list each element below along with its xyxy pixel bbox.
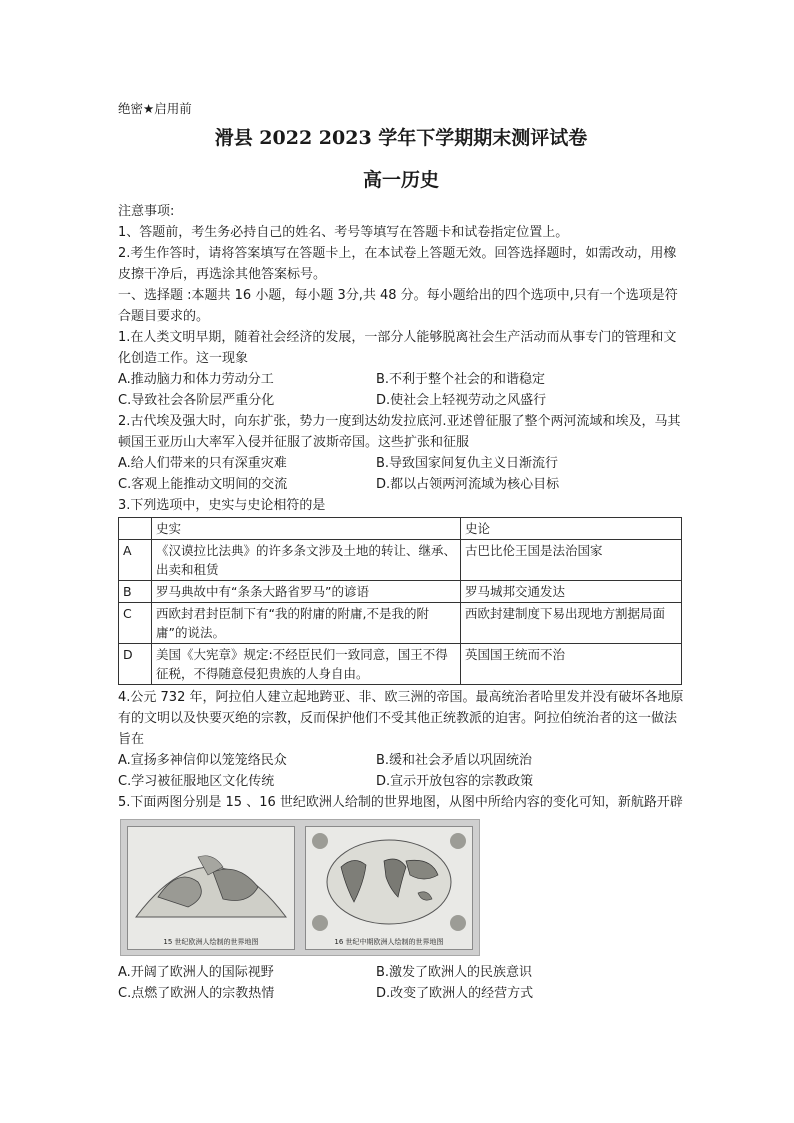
section-1-instructions: 一、选择题 :本题共 16 小题，每小题 3分,共 48 分。每小题给出的四个选项中,只有一个选项是符合题目要求的。 — [118, 288, 678, 324]
q3-row-theory: 罗马城邦交通发达 — [461, 581, 682, 603]
q5-options-row-2 — [118, 983, 684, 1004]
q3-header-theory: 史论 — [461, 518, 682, 540]
q4-option-b: B.缓和社会矛盾以巩固统治 — [376, 753, 533, 768]
world-map-icon — [128, 827, 294, 937]
q3-row-theory: 古巴比伦王国是法治国家 — [461, 540, 682, 581]
q5-option-b: B.激发了欧洲人的民族意识 — [376, 965, 533, 980]
q4-option-a: A.宣扬多神信仰以笼笼络民众 — [118, 753, 287, 768]
q4-stem: 4.公元 732 年，阿拉伯人建立起地跨亚、非、欧三洲的帝国。最高统治者哈里发并没有破坏各地原有的文明以及快要灭绝的宗教，反而保护他们不受其他正统教派的迫害。阿拉伯统治者的这一做法旨在 — [118, 690, 684, 747]
q4-option-c: C.学习被征服地区文化传统 — [118, 774, 275, 789]
q3-stem: 3.下列选项中，史实与史论相符的是 — [118, 498, 326, 513]
q3-row-key: B — [119, 581, 152, 603]
q3-row-fact: 《汉谟拉比法典》的许多条文涉及土地的转让、继承、出卖和租赁 — [152, 540, 461, 581]
table-row — [119, 603, 682, 644]
exam-title: 滑县 2022 2023 学年下学期期末测评试卷 — [214, 127, 588, 149]
exam-page — [118, 98, 684, 1004]
notice-item-1: 1、答题前，考生务必持自己的姓名、考号等填写在答题卡和试卷指定位置上。 — [118, 225, 569, 240]
q3-row-fact: 罗马典故中有“条条大路省罗马”的谚语 — [152, 581, 461, 603]
q2-stem: 2.古代埃及强大时，向东扩张，势力一度到达幼发拉底河.亚述曾征服了整个两河流域和埃及，马其顿国王亚历山大率军入侵并征服了波斯帝国。这些扩张和征服 — [118, 414, 681, 450]
q1-option-a: A.推动脑力和体力劳动分工 — [118, 372, 274, 387]
notice-heading: 注意事项: — [118, 204, 175, 219]
q3-row-fact: 西欧封君封臣制下有“我的附庸的附庸,不是我的附庸”的说法。 — [152, 603, 461, 644]
q4-option-d: D.宣示开放包容的宗教政策 — [376, 774, 534, 789]
q5-stem: 5.下面两图分别是 15 、16 世纪欧洲人给制的世界地图，从图中所给内容的变化可知，新航路开辟 — [118, 795, 683, 810]
q5-option-c: C.点燃了欧洲人的宗教热情 — [118, 986, 275, 1001]
q3-row-key: C — [119, 603, 152, 644]
world-map-icon — [306, 827, 472, 937]
secret-label: 绝密★启用前 — [118, 101, 192, 116]
q3-row-fact: 美国《大宪章》规定:不经臣民们一致同意，国王不得征税，不得随意侵犯贵族的人身自由。 — [152, 644, 461, 685]
q2-options-row-1 — [118, 453, 684, 474]
q3-table — [118, 517, 682, 685]
q3-row-theory: 西欧封建制度下易出现地方割据局面 — [461, 603, 682, 644]
q3-header-key — [119, 518, 152, 540]
q1-stem: 1.在人类文明早期，随着社会经济的发展，一部分人能够脱离社会生产活动而从事专门的管理和文化创造工作。这一现象 — [118, 330, 677, 366]
q5-option-a: A.开阔了欧洲人的国际视野 — [118, 965, 274, 980]
q1-options-row-1 — [118, 369, 684, 390]
q2-option-b: B.导致国家间复仇主义日渐流行 — [376, 456, 559, 471]
map-16th-caption: 16 世纪中期欧洲人绘制的世界地图 — [334, 938, 444, 946]
q2-option-c: C.客观上能推动文明间的交流 — [118, 477, 288, 492]
table-row — [119, 540, 682, 581]
q3-row-key: A — [119, 540, 152, 581]
q4-options-row-2 — [118, 771, 684, 792]
q1-option-c: C.导致社会各阶层严重分化 — [118, 393, 275, 408]
q2-option-a: A.给人们带来的只有深重灾难 — [118, 456, 287, 471]
q3-table-header — [119, 518, 682, 540]
map-15th-century — [127, 826, 295, 950]
q5-option-d: D.改变了欧洲人的经营方式 — [376, 986, 534, 1001]
q3-row-key: D — [119, 644, 152, 685]
exam-subject: 高一历史 — [362, 169, 439, 191]
q3-header-fact: 史实 — [152, 518, 461, 540]
notice-item-2: 2.考生作答时，请将答案填写在答题卡上，在本试卷上答题无效。回答选择题时，如需改动，用橡皮擦干净后，再选涂其他答案标号。 — [118, 246, 677, 282]
q1-options-row-2 — [118, 390, 684, 411]
table-row — [119, 581, 682, 603]
q4-options-row-1 — [118, 750, 684, 771]
q2-options-row-2 — [118, 474, 684, 495]
q3-row-theory: 英国国王统而不治 — [461, 644, 682, 685]
q5-maps-figure — [120, 819, 480, 956]
q2-option-d: D.都以占领两河流域为核心目标 — [376, 477, 560, 492]
map-15th-caption: 15 世纪欧洲人绘制的世界地图 — [163, 938, 259, 946]
map-16th-century — [305, 826, 473, 950]
table-row — [119, 644, 682, 685]
q1-option-b: B.不利于整个社会的和谐稳定 — [376, 372, 546, 387]
q1-option-d: D.使社会上轻视劳动之风盛行 — [376, 393, 547, 408]
q5-options-row-1 — [118, 962, 684, 983]
